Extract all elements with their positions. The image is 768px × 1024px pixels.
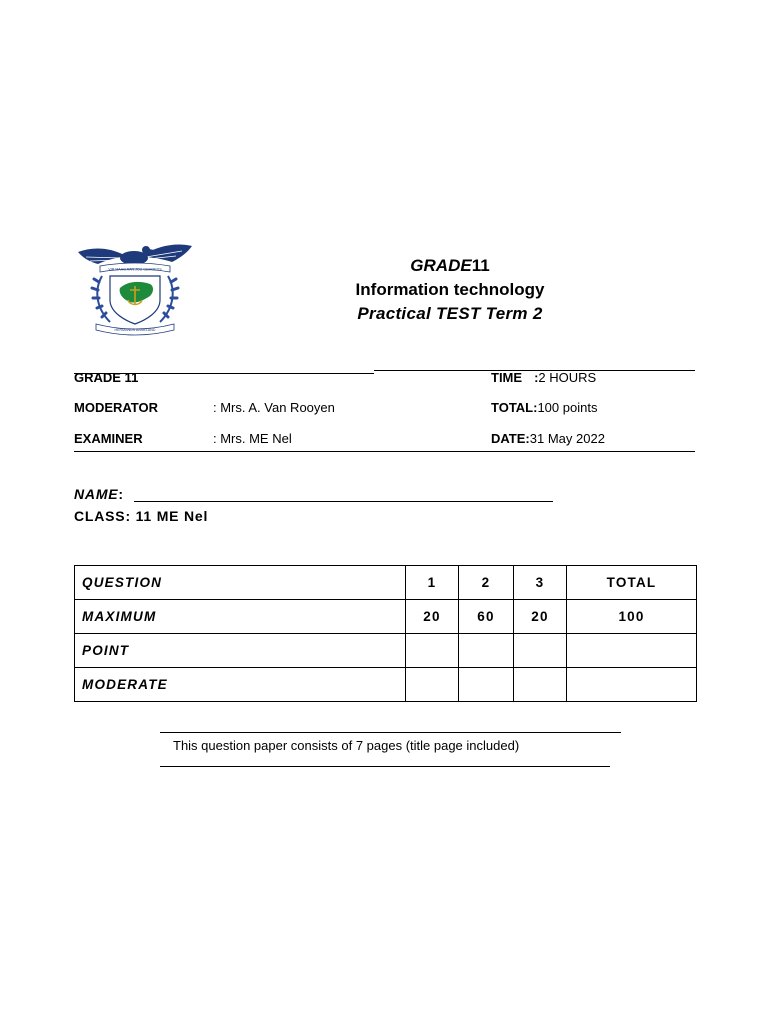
- table-row-maximum: [75, 600, 697, 634]
- examiner-label: EXAMINER: [74, 431, 143, 446]
- table-cell-entry[interactable]: [406, 634, 459, 668]
- note-bottom-rule: [160, 766, 610, 767]
- table-cell-entry[interactable]: [406, 668, 459, 702]
- name-row: [74, 486, 124, 502]
- table-cell: 100: [567, 600, 697, 634]
- table-cell-entry[interactable]: [567, 668, 697, 702]
- date-value: 31 May 2022: [529, 431, 605, 446]
- class-label: CLASS: 11 ME Nel: [74, 508, 209, 524]
- crest-motto-text: VIR MAAG AAN JOU GEMOEDS: [108, 267, 162, 272]
- school-crest-logo: [76, 238, 194, 338]
- grade-label: GRADE 11: [74, 370, 139, 385]
- table-cell-entry[interactable]: [514, 668, 567, 702]
- table-cell: TOTAL: [567, 566, 697, 600]
- table-cell: MODERATE: [75, 668, 406, 702]
- table-cell-entry[interactable]: [514, 634, 567, 668]
- test-title-heading: Practical TEST Term 2: [357, 304, 543, 323]
- table-cell: POINT: [75, 634, 406, 668]
- table-cell: QUESTION: [75, 566, 406, 600]
- moderator-label: MODERATOR: [74, 400, 159, 415]
- grade-word: GRADE: [410, 256, 472, 275]
- table-cell: 1: [406, 566, 459, 600]
- table-cell: 3: [514, 566, 567, 600]
- table-cell-entry[interactable]: [459, 634, 514, 668]
- table-cell: 20: [514, 600, 567, 634]
- name-fill-line[interactable]: [134, 501, 553, 502]
- page-count-note: This question paper consists of 7 pages (title page included): [173, 738, 520, 753]
- info-bottom-rule: [74, 451, 695, 452]
- total-label: TOTAL:: [491, 400, 538, 415]
- time-label: TIME: [491, 370, 523, 385]
- moderator-value: : Mrs. A. Van Rooyen: [213, 400, 335, 415]
- total-value: 100 points: [537, 400, 598, 415]
- name-label: NAME: [74, 486, 119, 502]
- time-row: [491, 370, 596, 386]
- table-cell-entry[interactable]: [567, 634, 697, 668]
- table-row-point: [75, 634, 697, 668]
- note-top-rule: [160, 732, 621, 733]
- table-row-question: [75, 566, 697, 600]
- table-cell-entry[interactable]: [459, 668, 514, 702]
- table-cell: 20: [406, 600, 459, 634]
- date-label: DATE:: [491, 431, 530, 446]
- date-row: [491, 431, 605, 447]
- grade-number: 11: [471, 256, 490, 275]
- crest-left-wing: [78, 249, 126, 264]
- table-cell: 2: [459, 566, 514, 600]
- table-row-moderate: [75, 668, 697, 702]
- table-cell: 60: [459, 600, 514, 634]
- time-value: 2 HOURS: [538, 370, 597, 385]
- examiner-value: : Mrs. ME Nel: [213, 431, 292, 446]
- name-colon: :: [118, 486, 124, 502]
- total-row: [491, 400, 597, 416]
- document-title-block: [300, 254, 600, 326]
- subject-heading: Information technology: [355, 280, 545, 299]
- grade-heading: [300, 254, 600, 278]
- time-colon: :: [534, 370, 539, 385]
- score-table: [74, 565, 697, 702]
- table-cell: MAXIMUM: [75, 600, 406, 634]
- crest-banner-text: HERMANUS ANNELAND: [114, 328, 156, 332]
